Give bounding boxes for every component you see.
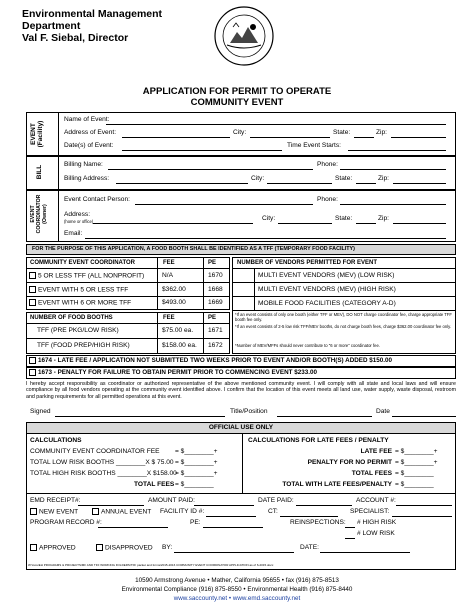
footer-phones: Environmental Compliance (916) 875-8550 • Environmental Health (916) 875-8440: [121, 586, 353, 593]
food-row-low-risk-pe: 1671: [208, 327, 223, 334]
coordinator-phone-field[interactable]: [340, 204, 446, 205]
title-position-label: Title/Position: [230, 408, 268, 415]
billing-zip-label: Zip:: [378, 175, 389, 182]
signature-date-field[interactable]: [392, 416, 456, 417]
billing-state-field[interactable]: [356, 183, 376, 184]
food-row-low-risk: TFF (PRE PKG/LOW RISK): [37, 327, 119, 334]
date-paid-field[interactable]: [296, 505, 352, 506]
coordinator-city-label: City:: [262, 215, 276, 222]
form-title-line1: APPLICATION FOR PERMIT TO OPERATE: [142, 86, 332, 97]
calc-high-risk: TOTAL HIGH RISK BOOTHS ________X $158.00: [30, 470, 177, 477]
event-name-field[interactable]: [106, 124, 446, 125]
late-calc-penalty: PENALTY FOR NO PERMIT: [307, 459, 392, 466]
calculations-title: CALCULATIONS: [30, 437, 82, 444]
event-zip-label: Zip:: [376, 129, 387, 136]
event-dates-field[interactable]: [122, 150, 282, 151]
coordinator-phone-label: Phone:: [317, 196, 338, 203]
event-address-label: Address of Event:: [64, 129, 117, 136]
vendor-row-mev-low: MULTI EVENT VENDORS (MEV) (LOW RISK): [258, 272, 395, 279]
late-calc-title: CALCULATIONS FOR LATE FEES / PENALTY: [248, 437, 389, 444]
event-dates-label: Date(s) of Event:: [64, 142, 114, 149]
new-event-option[interactable]: NEW EVENT: [30, 508, 78, 516]
late-fee-checkbox[interactable]: [29, 357, 36, 364]
date-label: Date: [376, 408, 390, 415]
billing-zip-field[interactable]: [393, 183, 446, 184]
6-or-more-checkbox[interactable]: [29, 299, 36, 306]
approved-checkbox[interactable]: [30, 544, 37, 551]
fee-table-header-coordinator: COMMUNITY EVENT COORDINATOR: [30, 260, 136, 266]
account-label: ACCOUNT #:: [356, 497, 396, 504]
reinspections-high-field[interactable]: [345, 527, 355, 528]
late-calc-total-with-late: TOTAL WITH LATE FEES/PENALTY: [282, 481, 392, 488]
coordinator-address-label: Address:: [64, 211, 91, 218]
fee-row-6-or-more-fee: $493.00: [162, 299, 186, 306]
form-title-line2: COMMUNITY EVENT: [190, 97, 284, 108]
late-calc-total-with-late-eq[interactable]: = $________: [395, 481, 434, 488]
billing-city-label: City:: [251, 175, 265, 182]
email-field[interactable]: [85, 238, 446, 239]
calc-total-fees: TOTAL FEES: [134, 481, 175, 488]
disapproved-option[interactable]: DISAPPROVED: [96, 544, 153, 552]
event-name-label: Name of Event:: [64, 116, 110, 123]
late-fee-option[interactable]: 1674 - LATE FEE / APPLICATION NOT SUBMITTED TWO WEEKS PRIOR TO EVENT AND/OR BOOTH(S) ADDED $150.00: [29, 357, 392, 365]
event-zip-field[interactable]: [391, 137, 446, 138]
fee-row-5-or-less-pe: 1668: [208, 286, 223, 293]
pe-label: PE:: [190, 519, 201, 526]
tff-purpose-note: FOR THE PURPOSE OF THIS APPLICATION, A FOOD BOOTH SHALL BE IDENTIFIED AS A TFF (TEMPORARY FOOD FACILITY): [32, 246, 355, 252]
billing-address-label: Billing Address:: [64, 175, 110, 182]
food-table-header-pe: PE: [208, 315, 217, 321]
late-calc-late-fee-eq[interactable]: = $________+: [395, 448, 438, 455]
title-position-field[interactable]: [277, 416, 372, 417]
coordinator-state-label: State:: [335, 215, 353, 222]
billing-phone-label: Phone:: [317, 161, 338, 168]
receipt-field[interactable]: [78, 505, 144, 506]
approved-option[interactable]: APPROVED: [30, 544, 76, 552]
coordinator-state-field[interactable]: [356, 223, 376, 224]
high-risk-label: # HIGH RISK: [357, 519, 397, 526]
5-or-less-checkbox[interactable]: [29, 286, 36, 293]
event-state-field[interactable]: [354, 137, 374, 138]
coordinator-side-label: EVENT COORDINATOR (Owner): [30, 194, 48, 234]
late-calc-penalty-eq[interactable]: = $________+: [395, 459, 438, 466]
late-calc-total-fees-eq[interactable]: = $________: [395, 470, 434, 477]
contact-person-field[interactable]: [135, 204, 313, 205]
coordinator-zip-label: Zip:: [378, 215, 389, 222]
calc-total-fees-eq[interactable]: = $________: [175, 481, 214, 488]
billing-state-label: State:: [335, 175, 353, 182]
fee-table-header-fee: FEE: [163, 260, 175, 266]
penalty-checkbox[interactable]: [29, 369, 36, 376]
file-path-footer: W:\Gov\EH PROGRAMS & PROJECTS\MF AND TFF WORKING FOLDERS\TFF packet and forms\2015-2016 COMMUNITY EVENT COORDINATOR APPLICATION as of 6-2015.docx: [28, 563, 274, 567]
official-use-header: OFFICIAL USE ONLY: [208, 424, 274, 431]
official-date-field[interactable]: [320, 552, 410, 553]
department-name-line2: Department: [22, 20, 81, 32]
event-time-label: Time Event Starts:: [287, 142, 341, 149]
event-time-field[interactable]: [348, 150, 446, 151]
food-table-header-booths: NUMBER OF FOOD BOOTHS: [30, 315, 113, 321]
fee-row-6-or-more-pe: 1669: [208, 299, 223, 306]
bill-side-label: BILL: [36, 164, 43, 180]
program-record-label: PROGRAM RECORD #:: [30, 519, 102, 526]
footer-address: 10590 Armstrong Avenue • Mather, California 95655 • fax (916) 875-8513: [135, 577, 339, 584]
county-seal-logo: [213, 5, 275, 67]
event-city-field[interactable]: [250, 137, 330, 138]
program-record-field[interactable]: [98, 527, 168, 528]
director-name: Val F. Siebal, Director: [22, 32, 129, 44]
coordinator-address-note: (home or office): [64, 219, 94, 224]
food-table-header-fee: FEE: [163, 315, 175, 321]
billing-name-field[interactable]: [108, 169, 313, 170]
billing-name-label: Billing Name:: [64, 161, 103, 168]
department-name-line1: Environmental Management: [22, 8, 163, 20]
fee-row-5-or-less-fee: $362.00: [162, 286, 186, 293]
department-header: [22, 8, 162, 44]
vendor-note-3: *Number of MEV/MFFs should never contribute to "6 or more" coordinator fee.: [235, 343, 380, 348]
annual-event-checkbox[interactable]: [92, 508, 99, 515]
specialist-label: SPECIALIST:: [350, 508, 390, 515]
email-label: Email:: [64, 230, 83, 237]
ct-label: CT:: [268, 508, 278, 515]
reinspections-low-field[interactable]: [345, 538, 355, 539]
low-risk-label: # LOW RISK: [357, 530, 395, 537]
food-row-high-risk-pe: 1672: [208, 342, 223, 349]
event-city-label: City:: [233, 129, 247, 136]
calc-low-risk: TOTAL LOW RISK BOOTHS ________X $ 75.00: [30, 459, 174, 466]
by-field[interactable]: [174, 552, 294, 553]
disapproved-checkbox[interactable]: [96, 544, 103, 551]
amount-paid-label: AMOUNT PAID:: [148, 497, 196, 504]
event-side-label: EVENT (Facility): [30, 120, 44, 148]
official-date-label: DATE:: [300, 544, 319, 551]
contact-person-label: Event Contact Person:: [64, 196, 130, 203]
receipt-label: EMD RECEIPT#:: [30, 497, 81, 504]
food-row-high-risk-fee: $158.00 ea.: [162, 342, 197, 349]
fee-row-6-or-more[interactable]: EVENT WITH 6 OR MORE TFF: [29, 299, 131, 307]
facility-id-label: FACILITY ID #:: [160, 508, 205, 515]
late-calc-late-fee: LATE FEE: [360, 448, 392, 455]
food-row-high-risk: TFF (FOOD PREP/HIGH RISK): [37, 342, 130, 349]
calc-coordinator-fee-eq[interactable]: = $________+: [175, 448, 218, 455]
by-label: BY:: [162, 544, 173, 551]
billing-phone-field[interactable]: [340, 169, 446, 170]
billing-city-field[interactable]: [267, 183, 332, 184]
fee-row-5-or-less[interactable]: EVENT WITH 5 OR LESS TFF: [29, 286, 128, 294]
coordinator-address-field[interactable]: [93, 223, 253, 224]
vendor-row-mobile: MOBILE FOOD FACILITIES (CATEGORY A-D): [258, 300, 396, 307]
coordinator-zip-field[interactable]: [393, 223, 446, 224]
nonprofit-checkbox[interactable]: [29, 272, 36, 279]
facility-id-field[interactable]: [206, 516, 256, 517]
vendor-note-1: *If an event consists of only one booth (either TFF or MEV), DO NOT charge coordinator fee, charge appropriate TFF booth fee only.: [235, 312, 452, 322]
coordinator-city-field[interactable]: [278, 223, 332, 224]
penalty-option[interactable]: 1673 - PENALTY FOR FAILURE TO OBTAIN PERMIT PRIOR TO COMMENCING EVENT $233.00: [29, 369, 317, 377]
food-row-low-risk-fee: $75.00 ea.: [162, 327, 194, 334]
vendor-note-2: *If an event consists of 2-5 low risk TFF/MEV booths, do not charge booth fees, charge $362.00 coordinator fee only.: [235, 324, 452, 329]
calc-coordinator-fee: COMMUNITY EVENT COORDINATOR FEE: [30, 448, 160, 455]
event-state-label: State:: [333, 129, 351, 136]
signature-field[interactable]: [55, 416, 225, 417]
late-calc-total-fees: TOTAL FEES: [351, 470, 392, 477]
new-event-checkbox[interactable]: [30, 508, 37, 515]
ct-field[interactable]: [280, 516, 338, 517]
pe-field[interactable]: [203, 527, 263, 528]
fee-row-nonprofit[interactable]: 5 OR LESS TFF (ALL NONPROFIT): [29, 272, 144, 280]
annual-event-option[interactable]: ANNUAL EVENT: [92, 508, 151, 516]
footer-web-links[interactable]: www.saccounty.net • www.emd.saccounty.net: [173, 595, 301, 602]
calc-low-risk-eq[interactable]: = $________+: [175, 459, 218, 466]
fee-row-nonprofit-pe: 1670: [208, 272, 223, 279]
specialist-field[interactable]: [392, 516, 452, 517]
vendor-table-header: NUMBER OF VENDORS PERMITTED FOR EVENT: [237, 260, 378, 266]
amount-paid-field[interactable]: [194, 505, 254, 506]
billing-address-field[interactable]: [116, 183, 248, 184]
signed-label: Signed: [30, 408, 51, 415]
declaration-text: I hereby accept responsibility as coordinator or authorized representative of the above mentioned community event. I will comply with all state and local laws and will ensure compliance by all food vendors operating at the community event identified above. I confirm that the location of this event meets all land use, water supply, waste disposal, restroom and parking requirements for all permitted operations at this event.: [26, 381, 456, 400]
date-paid-label: DATE PAID:: [258, 497, 294, 504]
account-field[interactable]: [396, 505, 452, 506]
vendor-row-mev-high: MULTI EVENT VENDORS (MEV) (HIGH RISK): [258, 286, 396, 293]
calc-high-risk-eq[interactable]: = $________+: [175, 470, 218, 477]
official-use-section: [26, 422, 456, 570]
fee-row-nonprofit-fee: N/A: [162, 272, 173, 279]
event-address-field[interactable]: [122, 137, 230, 138]
reinspections-label: REINSPECTIONS:: [290, 519, 346, 526]
fee-table-header-pe: PE: [208, 260, 217, 266]
